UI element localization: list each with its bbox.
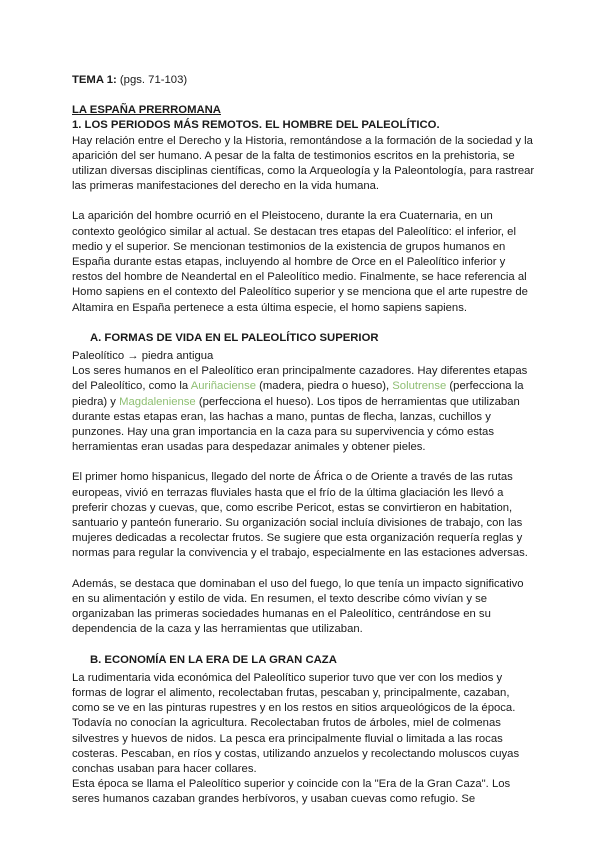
section-a-title: A. FORMAS DE VIDA EN EL PALEOLÍTICO SUPERIOR — [90, 331, 379, 344]
paragraph-3 — [72, 364, 536, 455]
document-body — [72, 73, 536, 808]
topic-label: TEMA 1: — [72, 74, 117, 86]
paleolitico-definition: Paleolítico → piedra antigua — [72, 350, 214, 363]
paragraph-2: La aparición del hombre ocurrió en el Pleistoceno, durante la era Cuaternaria, en un contexto geológico similar al actual. Se destacan tres etapas del Paleolítico: el inferior, el medio y el superior. Se mencionan testimonios de la existencia de grupos humanos en España durante estas etapas, incluyendo al hombre de Orce en el Paleolítico inferior y restos del hombre de Neandertal en el Paleolítico medio. Finalmente, se hace referencia al Homo sapiens en el contexto del Paleolítico superior y se menciona que el arte rupestre de Altamira en España pertenece a esta última especie, el homo sapiens sapiens. — [72, 210, 528, 314]
paragraph-1: Hay relación entre el Derecho y la Historia, remontándose a la formación de la sociedad y la aparición del ser humano. A pesar de la falta de testimonios escritos en la prehistoria, se utilizan diversas disciplinas científicas, como la Arqueología y la Paleontología, para rastrear las primeras manifestaciones del derecho en la vida humana. — [72, 134, 535, 193]
paragraph-5: Además, se destaca que dominaban el uso del fuego, lo que tenía un impacto significativo en su alimentación y estilo de vida. En resumen, el texto describe cómo vivían y se organizaban las primeras sociedades humanas en el Paleolítico, centrándose en su dependencia de la caza y las herramientas que utilizaban. — [72, 577, 524, 636]
topic-line — [72, 73, 536, 88]
term-magdaleniense: Magdaleniense — [119, 395, 196, 408]
term-solutrense: Solutrense — [392, 380, 447, 393]
heading-espana-prerromana: LA ESPAÑA PRERROMANA — [72, 104, 221, 117]
paragraph-4: El primer homo hispanicus, llegado del norte de África o de Oriente a través de las rutas europeas, vivió en terrazas fluviales hasta que el frío de la última glaciación les llevó a preferir chozas y cuevas, que, como escribe Pericot, estas se convirtieron en habitation, santuario y panteón funerario. Su organización social incluía divisiones de trabajo, con las mujeres dedicadas a recolectar frutos. Se sugiere que esta organización requería reglas y normas para regular la convivencia y el trabajo, especialmente en las estaciones adversas. — [72, 471, 528, 560]
paragraph-6: La rudimentaria vida económica del Paleolítico superior tuvo que ver con los medios y formas de lograr el alimento, recolectaban frutas, pescaban y, principalmente, cazaban, como se ve en las pinturas rupestres y en los restos en sitios arqueológicos de la época. Todavía no conocían la agricultura. Recolectaban frutos de árboles, miel de colmenas silvestres y huevos de nidos. La pesca era principalmente fluvial o limitada a las rocas costeras. Pescaban, en ríos y costas, utilizando anzuelos y recolectando moluscos cuyas conchas usaban para hacer collares. — [72, 671, 520, 775]
paragraph-7: Esta época se llama el Paleolítico superior y coincide con la "Era de la Gran Caza". Los seres humanos cazaban grandes herbívoros, y usaban cuevas como refugio. Se — [72, 778, 511, 806]
p3-part4: (perfecciona el hueso). Los tipos de herramientas que utilizaban durante estas etapas eran, las hachas a mano, puntas de flecha, lanzas, cuchillos y punzones. Hay una gran importancia en la caza para su supervivencia y cómo estas herramientas eran usadas para despedazar animales y obtener pieles. — [72, 395, 520, 454]
p3-part1: Los seres humanos en el Paleolítico eran principalmente cazadores. Hay diferentes etapas del Paleolítico, como la — [72, 365, 528, 393]
p3-part2: (madera, piedra o hueso), — [256, 380, 393, 393]
section-1-title: 1. LOS PERIODOS MÁS REMOTOS. EL HOMBRE DEL PALEOLÍTICO. — [72, 119, 440, 132]
term-auriñaciense: Auriñaciense — [190, 380, 256, 393]
p3-part3: (perfecciona la piedra) y — [72, 380, 524, 408]
section-b-title: B. ECONOMÍA EN LA ERA DE LA GRAN CAZA — [90, 653, 337, 666]
topic-pages: (pgs. 71-103) — [116, 74, 188, 86]
